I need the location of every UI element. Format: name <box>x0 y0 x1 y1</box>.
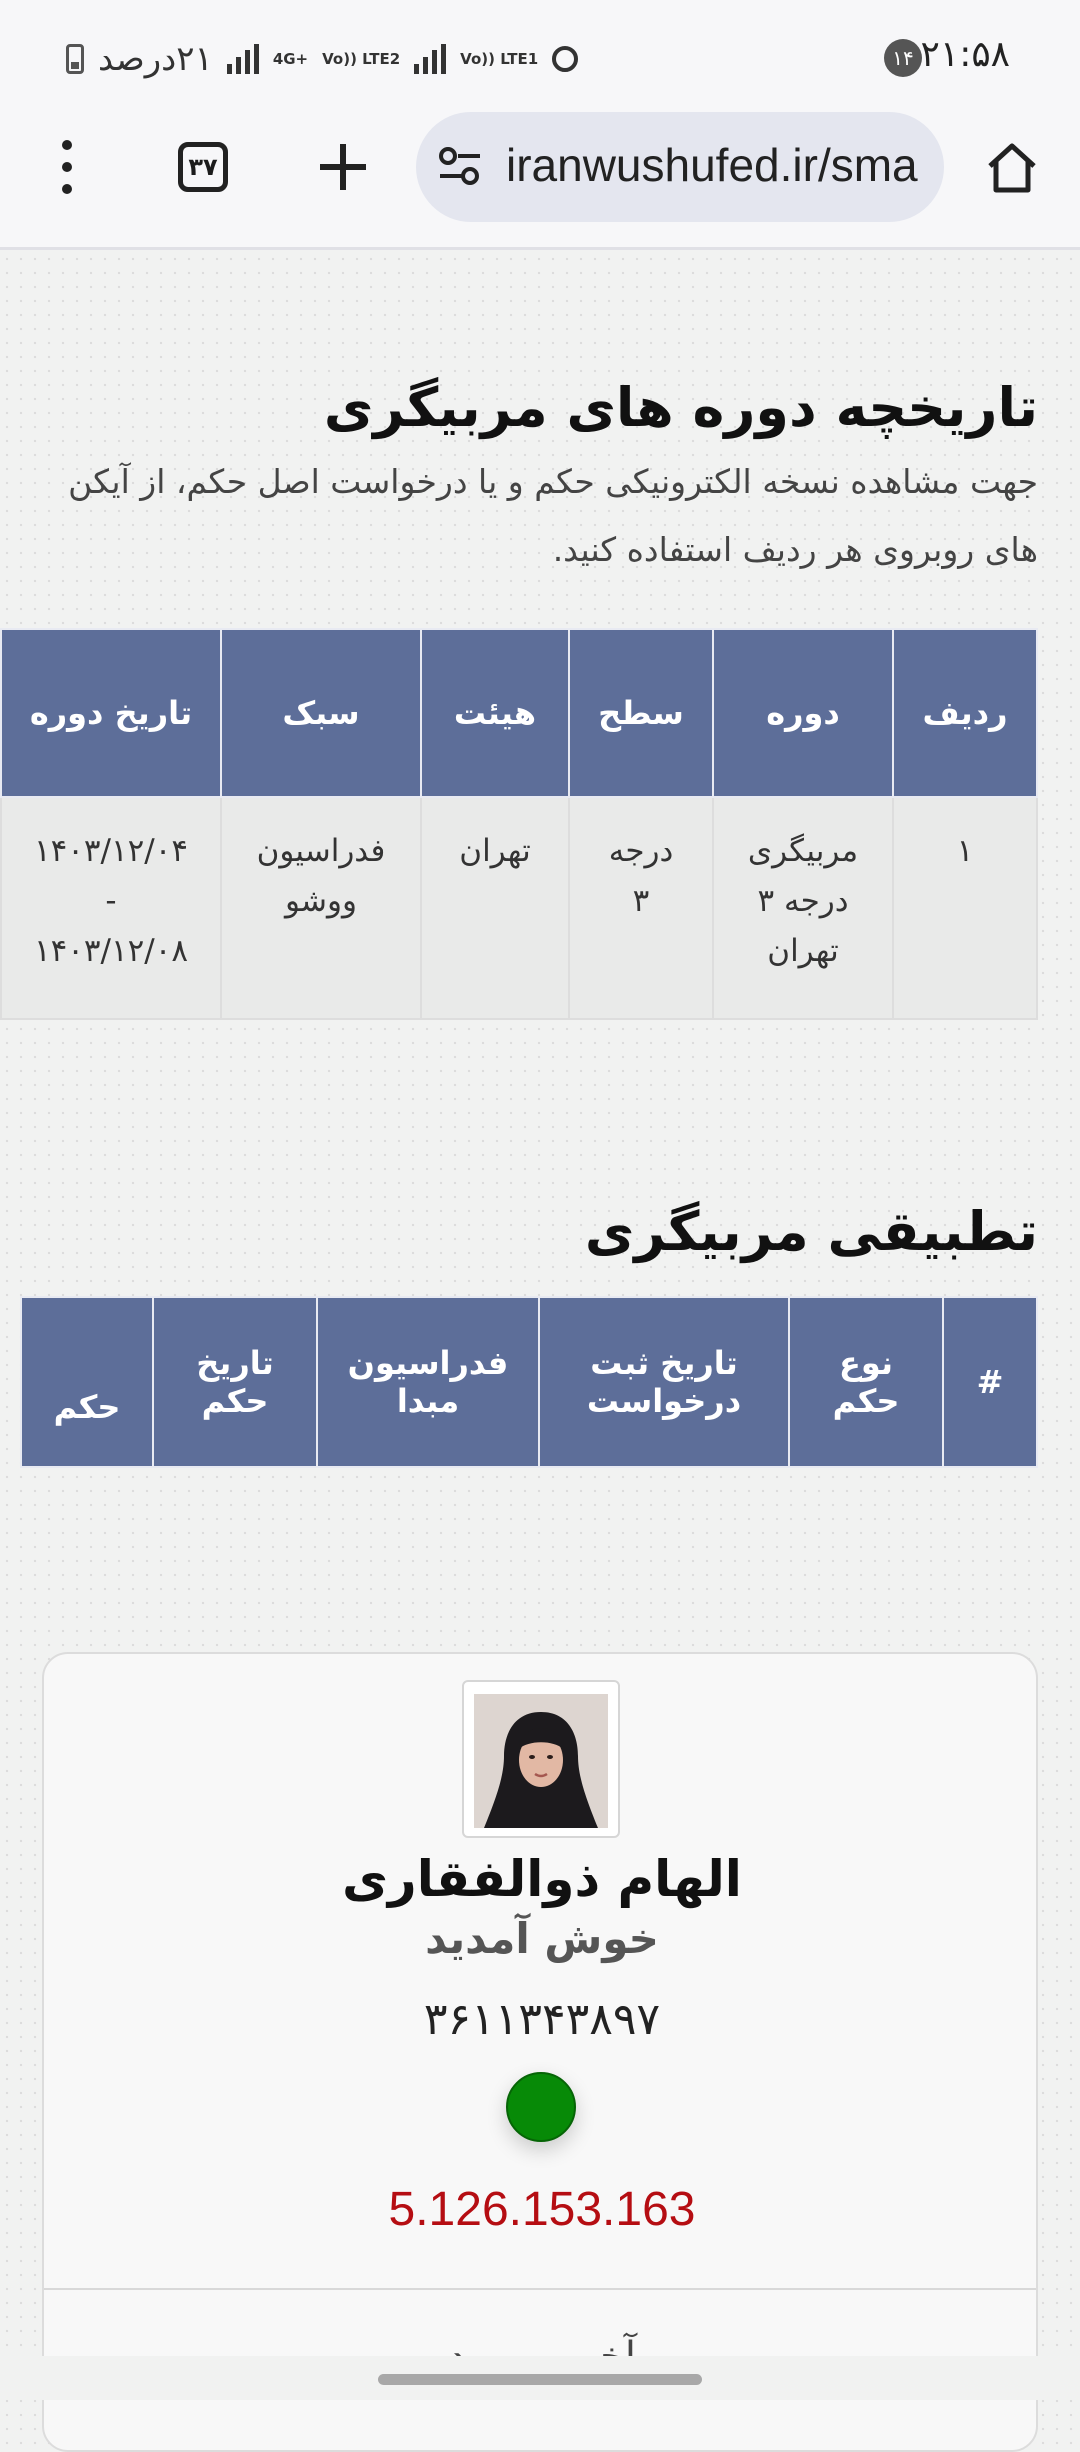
network-type-lte2: Vo)) LTE2 <box>322 50 401 68</box>
online-status-icon <box>506 2072 576 2142</box>
network-type-4g: 4G+ <box>272 50 309 68</box>
signal-icon <box>227 44 259 74</box>
cell-level: درجه ۳ <box>569 797 713 1019</box>
history-description: جهت مشاهده نسخه الکترونیکی حکم و یا درخواست اصل حکم، از آیکن های روبروی هر ردیف استفاده کنید. <box>68 462 1038 569</box>
notification-badge: ۱۴ <box>884 39 922 77</box>
header-verdict-date: تاریخ حکم <box>153 1297 317 1467</box>
home-indicator[interactable] <box>378 2374 702 2385</box>
signal-icon <box>414 44 446 74</box>
status-icons-left <box>66 36 578 82</box>
avatar <box>474 1694 608 1828</box>
header-verdict-type: نوع حکم <box>789 1297 943 1467</box>
profile-photo-frame <box>462 1680 620 1838</box>
header-verdict: حکم <box>21 1297 153 1467</box>
user-name: الهام ذوالفقاری <box>342 1850 742 1908</box>
header-row-index: ردیف <box>893 629 1037 797</box>
alarm-icon <box>552 46 578 72</box>
ip-address: 5.126.153.163 <box>388 2183 696 2236</box>
home-icon[interactable] <box>984 140 1040 196</box>
welcome-text: خوش آمدید <box>425 1914 659 1963</box>
table-row <box>1 797 1037 1019</box>
cell-style: فدراسیون ووشو <box>221 797 421 1019</box>
overflow-menu-icon[interactable] <box>60 140 74 196</box>
status-time: ۲۱:۵۸ <box>920 34 1010 75</box>
new-tab-icon[interactable] <box>316 140 370 194</box>
comparative-title: تطبیقی مربیگری <box>584 1200 1038 1263</box>
address-bar[interactable] <box>416 112 944 222</box>
url-text[interactable]: iranwushufed.ir/sma <box>506 139 918 191</box>
profile-card <box>42 1652 1038 2452</box>
header-course-date: تاریخ دوره <box>1 629 221 797</box>
comparative-table <box>20 1296 1038 1468</box>
battery-text: ۲۱درصد <box>98 39 213 79</box>
header-number: # <box>943 1297 1037 1467</box>
header-origin-federation: فدراسیون مبدا <box>317 1297 539 1467</box>
status-bar <box>0 0 1080 112</box>
browser-toolbar <box>0 112 1080 250</box>
cell-course-date: ۱۴۰۳/۱۲/۰۴ - ۱۴۰۳/۱۲/۰۸ <box>1 797 221 1019</box>
card-divider <box>44 2288 1036 2290</box>
header-level: سطح <box>569 629 713 797</box>
header-request-date: تاریخ ثبت درخواست <box>539 1297 789 1467</box>
national-code: ۳۶۱۱۳۴۳۸۹۷ <box>423 1994 661 2045</box>
cell-course: مربیگری درجه ۳ تهران <box>713 797 893 1019</box>
cell-index: ۱ <box>893 797 1037 1019</box>
network-type-lte1: Vo)) LTE1 <box>460 50 539 68</box>
header-course: دوره <box>713 629 893 797</box>
header-board: هیئت <box>421 629 569 797</box>
site-settings-icon[interactable] <box>438 146 482 186</box>
history-title: تاریخچه دوره های مربیگری <box>323 376 1038 439</box>
battery-icon <box>66 44 84 74</box>
cell-board: تهران <box>421 797 569 1019</box>
tab-switcher-button[interactable]: ۳۷ <box>178 142 228 192</box>
header-style: سبک <box>221 629 421 797</box>
history-table <box>0 628 1038 1020</box>
